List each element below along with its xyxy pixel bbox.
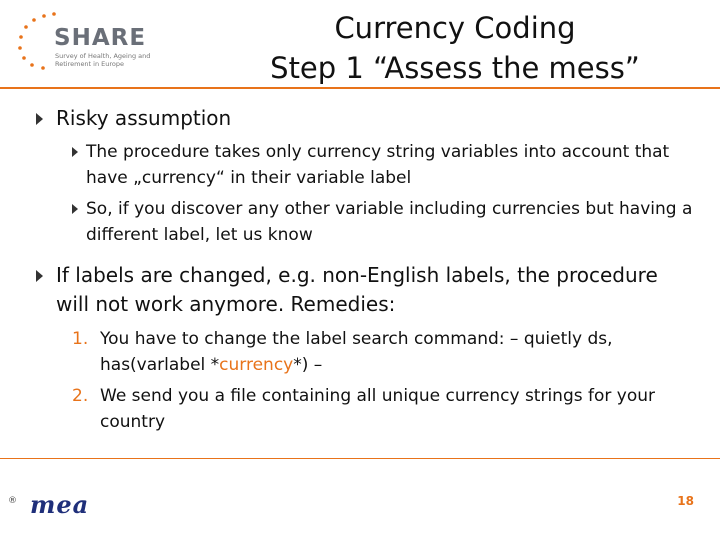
bullet-risky-assumption <box>36 104 231 133</box>
registered-icon: ® <box>8 496 17 506</box>
sub-bullet-discover <box>72 196 697 248</box>
slide-title <box>200 8 710 88</box>
logo-wordmark: SHARE <box>54 25 147 51</box>
bullet-arrow-icon <box>36 113 43 125</box>
bullet-arrow-icon <box>72 204 78 214</box>
page-number: 18 <box>677 494 694 508</box>
bullet-arrow-icon <box>36 270 43 282</box>
highlight-currency: currency <box>219 355 294 375</box>
remedy-text: We send you a file containing all unique currency strings for your country <box>100 386 656 432</box>
remedy-item-1 <box>72 326 692 378</box>
mea-wordmark: mea <box>30 490 90 519</box>
share-logo <box>14 10 164 72</box>
bullet-labels-changed <box>36 261 676 319</box>
header-divider <box>0 87 720 89</box>
sub-bullet-procedure <box>72 139 697 191</box>
sub-bullet-text: So, if you discover any other variable including currencies but having a different label, let us know <box>86 199 693 245</box>
remedy-number: 1. <box>72 329 89 349</box>
bullet-text: If labels are changed, e.g. non-English labels, the procedure will not work anymore. Remedies: <box>56 263 658 316</box>
remedy-text: You have to change the label search command: – quietly ds, has(varlabel *currency*) – <box>100 329 613 375</box>
sub-bullet-text: The procedure takes only currency string variables into account that have „currency“ in their variable label <box>86 142 670 188</box>
bullet-text: Risky assumption <box>56 106 232 130</box>
remedy-number: 2. <box>72 386 89 406</box>
footer-divider <box>0 458 720 459</box>
logo-tagline: Survey of Health, Ageing and Retirement in Europe <box>55 52 151 68</box>
title-line-1: Currency Coding <box>334 11 576 45</box>
title-line-2: Step 1 “Assess the mess” <box>270 51 640 85</box>
bullet-arrow-icon <box>72 147 78 157</box>
remedy-item-2 <box>72 383 692 435</box>
